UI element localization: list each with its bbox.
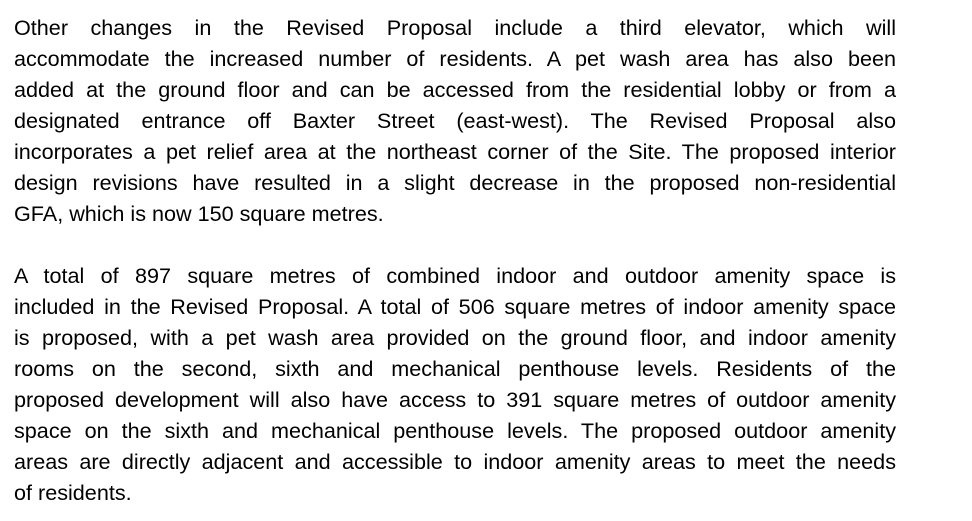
text-line: added at the ground floor and can be accessed from the residential lobby or from a	[14, 77, 896, 102]
text-line: rooms on the second, sixth and mechanical penthouse levels. Residents of the	[14, 356, 896, 381]
text-line: included in the Revised Proposal. A total of 506 square metres of indoor amenity space	[14, 294, 896, 319]
text-line: incorporates a pet relief area at the northeast corner of the Site. The proposed interior	[14, 139, 896, 164]
text-line: GFA, which is now 150 square metres.	[14, 201, 384, 226]
text-line: of residents.	[14, 480, 132, 505]
paragraph-other-changes	[14, 12, 896, 229]
text-line: designated entrance off Baxter Street (east-west). The Revised Proposal also	[14, 108, 896, 133]
text-line: design revisions have resulted in a slight decrease in the proposed non-residential	[14, 170, 896, 195]
text-line: accommodate the increased number of residents. A pet wash area has also been	[14, 46, 896, 71]
text-line: Other changes in the Revised Proposal include a third elevator, which will	[14, 15, 896, 40]
text-line: proposed development will also have access to 391 square metres of outdoor amenity	[14, 387, 896, 412]
text-line: is proposed, with a pet wash area provided on the ground floor, and indoor amenity	[14, 325, 896, 350]
text-line: A total of 897 square metres of combined indoor and outdoor amenity space is	[14, 263, 896, 288]
paragraph-amenity-space	[14, 260, 896, 508]
text-line: space on the sixth and mechanical penthouse levels. The proposed outdoor amenity	[14, 418, 896, 443]
document-body	[14, 12, 896, 508]
text-line: areas are directly adjacent and accessible to indoor amenity areas to meet the needs	[14, 449, 896, 474]
